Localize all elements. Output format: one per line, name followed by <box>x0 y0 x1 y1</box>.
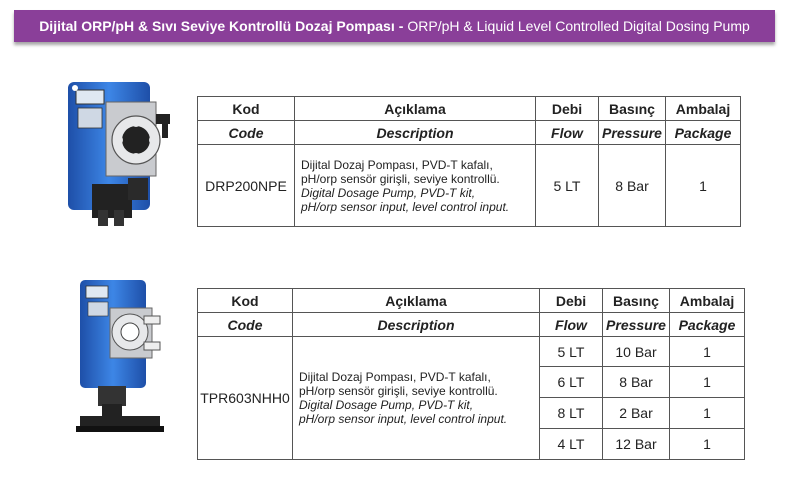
col-header-flow: Flow <box>540 313 603 337</box>
col-header-kod: Kod <box>198 289 293 313</box>
header-separator: - <box>398 18 404 34</box>
col-header-code: Code <box>198 313 293 337</box>
col-header-aciklama: Açıklama <box>295 97 536 121</box>
package-value: 1 <box>666 145 741 227</box>
package-value: 1 <box>670 337 745 367</box>
col-header-debi: Debi <box>540 289 603 313</box>
pressure-value: 10 Bar <box>603 337 670 367</box>
pump-drp200npe-image <box>62 78 182 228</box>
product-table-drp200npe <box>197 96 741 227</box>
pressure-value: 12 Bar <box>603 429 670 460</box>
product-description <box>295 145 536 227</box>
header-title-tr: Dijital ORP/pH & Sıvı Seviye Kontrollü Dozaj Pompası <box>39 18 395 34</box>
flow-value: 5 LT <box>540 337 603 367</box>
flow-value: 6 LT <box>540 367 603 398</box>
col-header-pressure: Pressure <box>603 313 670 337</box>
col-header-basinc: Basınç <box>599 97 666 121</box>
col-header-code: Code <box>198 121 295 145</box>
pump-tpr603nhh0-image <box>74 278 166 434</box>
col-header-basinc: Basınç <box>603 289 670 313</box>
flow-value: 4 LT <box>540 429 603 460</box>
desc-tr-line: pH/orp sensör girişli, seviye kontrollü. <box>299 384 498 398</box>
desc-en-line: Digital Dosage Pump, PVD-T kit, <box>299 398 474 412</box>
desc-tr-line: Dijital Dozaj Pompası, PVD-T kafalı, <box>299 370 491 384</box>
col-header-package: Package <box>670 313 745 337</box>
desc-tr-line: pH/orp sensör girişli, seviye kontrollü. <box>301 171 500 186</box>
desc-en-line: Digital Dosage Pump, PVD-T kit, <box>301 185 476 200</box>
col-header-description: Description <box>293 313 540 337</box>
desc-en-line: pH/orp sensor input, level control input. <box>301 199 510 214</box>
pressure-value: 8 Bar <box>599 145 666 227</box>
flow-value: 5 LT <box>536 145 599 227</box>
col-header-aciklama: Açıklama <box>293 289 540 313</box>
pressure-value: 8 Bar <box>603 367 670 398</box>
package-value: 1 <box>670 429 745 460</box>
col-header-kod: Kod <box>198 97 295 121</box>
col-header-ambalaj: Ambalaj <box>666 97 741 121</box>
flow-value: 8 LT <box>540 398 603 429</box>
col-header-pressure: Pressure <box>599 121 666 145</box>
table-row <box>198 337 745 367</box>
package-value: 1 <box>670 398 745 429</box>
col-header-ambalaj: Ambalaj <box>670 289 745 313</box>
product-description <box>293 337 540 460</box>
col-header-package: Package <box>666 121 741 145</box>
table-row <box>198 145 741 227</box>
product-code: DRP200NPE <box>198 145 295 227</box>
product-code: TPR603NHH0 <box>198 337 293 460</box>
col-header-description: Description <box>295 121 536 145</box>
desc-en-line: pH/orp sensor input, level control input. <box>299 412 508 426</box>
desc-tr-line: Dijital Dozaj Pompası, PVD-T kafalı, <box>301 157 493 172</box>
package-value: 1 <box>670 367 745 398</box>
col-header-debi: Debi <box>536 97 599 121</box>
product-table-tpr603nhh0 <box>197 288 745 460</box>
header-title-en: ORP/pH & Liquid Level Controlled Digital Dosing Pump <box>407 18 750 34</box>
page-header <box>14 10 775 42</box>
pressure-value: 2 Bar <box>603 398 670 429</box>
col-header-flow: Flow <box>536 121 599 145</box>
